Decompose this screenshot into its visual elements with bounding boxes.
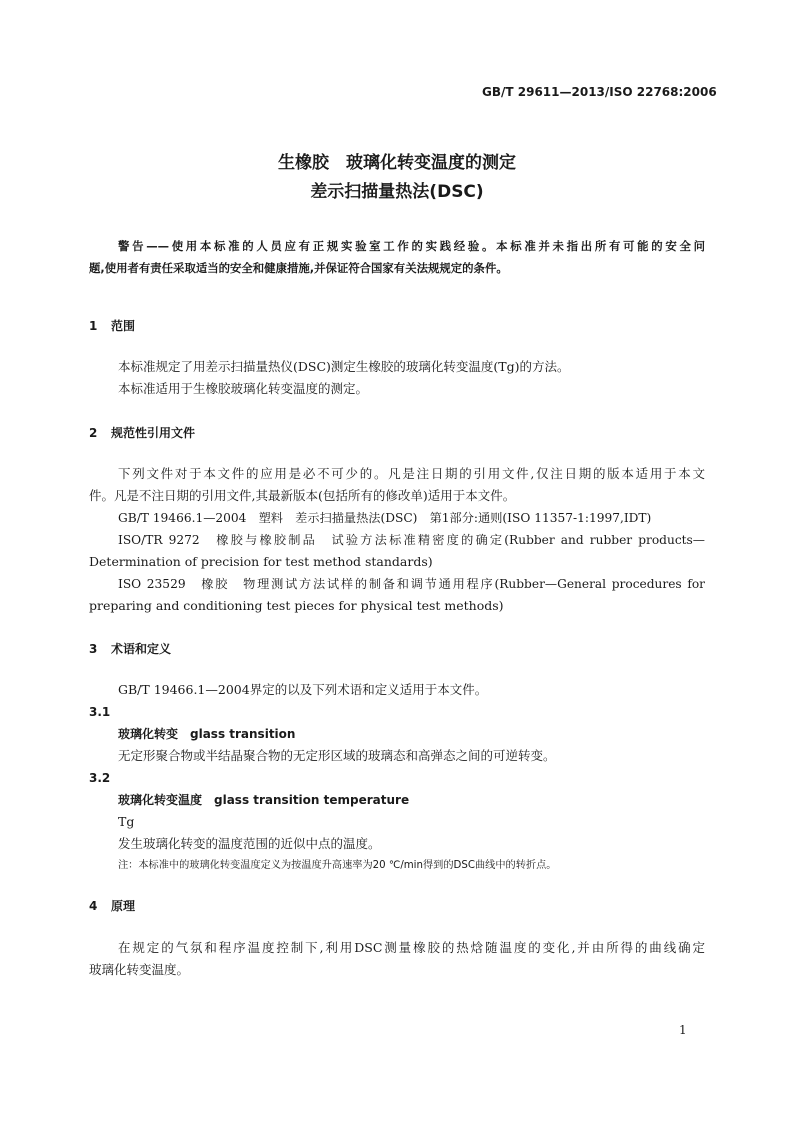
term-3-1-number: 3.1 [89, 705, 111, 719]
references-intro-line-1: 下列文件对于本文件的应用是必不可少的。凡是注日期的引用文件,仅注日期的版本适用于本文 [118, 466, 705, 481]
term-3-2-number: 3.2 [89, 771, 111, 785]
scope-paragraph-1: 本标准规定了用差示扫描量热仪(DSC)测定生橡胶的玻璃化转变温度(Tg)的方法。 [118, 359, 570, 374]
document-title-line-1: 生橡胶 玻璃化转变温度的测定 [278, 153, 516, 173]
scope-paragraph-2: 本标准适用于生橡胶玻璃化转变温度的测定。 [118, 381, 369, 396]
term-3-1-name: 玻璃化转变 glass transition [118, 727, 296, 741]
references-intro-line-2: 件。凡是不注日期的引用文件,其最新版本(包括所有的修改单)适用于本文件。 [89, 488, 516, 503]
reference-iso-tr-9272-line-1: ISO/TR 9272 橡胶与橡胶制品 试验方法标准精密度的确定(Rubber and rubber products— [118, 533, 705, 547]
section-1-heading [89, 317, 135, 335]
term-3-1-definition: 无定形聚合物或半结晶聚合物的无定形区域的玻璃态和高弹态之间的可逆转变。 [118, 748, 556, 763]
page-number: 1 [679, 1023, 687, 1037]
section-3-heading [89, 640, 171, 658]
reference-iso-23529-line-2: preparing and conditioning test pieces for physical test methods) [89, 598, 504, 613]
term-3-2-note: 注：本标准中的玻璃化转变温度定义为按温度升高速率为20 ℃/min得到的DSC曲线中的转折点。 [118, 860, 557, 871]
reference-iso-tr-9272-line-2: Determination of precision for test method standards) [89, 554, 433, 569]
section-number: 4 [89, 899, 98, 913]
warning-line-2: 题,使用者有责任采取适当的安全和健康措施,并保证符合国家有关法规规定的条件。 [89, 261, 508, 275]
section-title: 原理 [111, 899, 136, 913]
section-number: 1 [89, 319, 98, 333]
term-3-2-symbol: Tg [118, 814, 135, 829]
term-3-2-definition: 发生玻璃化转变的温度范围的近似中点的温度。 [118, 836, 381, 851]
section-2-heading [89, 424, 195, 442]
section-title: 术语和定义 [111, 642, 172, 656]
section-4-heading [89, 897, 135, 915]
terms-intro: GB/T 19466.1—2004界定的以及下列术语和定义适用于本文件。 [118, 682, 488, 697]
principle-line-2: 玻璃化转变温度。 [89, 962, 190, 977]
term-3-2-name: 玻璃化转变温度 glass transition temperature [118, 793, 410, 807]
principle-line-1: 在规定的气氛和程序温度控制下,利用DSC测量橡胶的热焓随温度的变化,并由所得的曲线确定 [118, 940, 705, 955]
document-title-line-2: 差示扫描量热法(DSC) [310, 182, 484, 202]
section-number: 2 [89, 426, 98, 440]
standard-number: GB/T 29611—2013/ISO 22768:2006 [482, 85, 717, 99]
reference-gb-t-19466: GB/T 19466.1—2004 塑料 差示扫描量热法(DSC) 第1部分:通则(ISO 11357-1:1997,IDT) [118, 511, 652, 525]
reference-iso-23529-line-1: ISO 23529 橡胶 物理测试方法试样的制备和调节通用程序(Rubber—General procedures for [118, 577, 705, 591]
section-title: 范围 [111, 319, 136, 333]
section-number: 3 [89, 642, 98, 656]
warning-line-1: 警告——使用本标准的人员应有正规实验室工作的实践经验。本标准并未指出所有可能的安全问 [118, 239, 705, 253]
section-title: 规范性引用文件 [111, 426, 196, 440]
